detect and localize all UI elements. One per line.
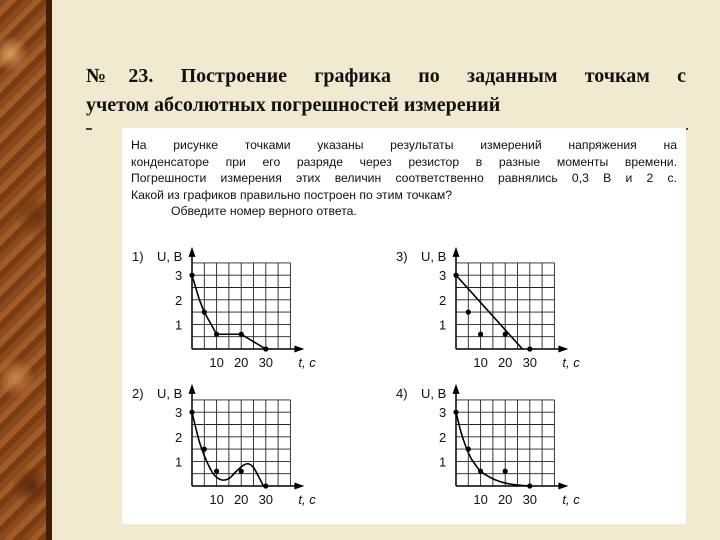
task-card — [122, 128, 686, 524]
x-axis-arrow — [294, 483, 304, 490]
data-point — [527, 483, 532, 488]
graph-2 — [132, 384, 316, 507]
x-axis-label: t, с — [298, 355, 316, 370]
x-axis-arrow — [294, 346, 304, 353]
data-point — [214, 469, 219, 474]
x-tick-label: 10 — [473, 492, 488, 507]
answer-graphs — [122, 128, 686, 524]
y-axis-arrow — [189, 384, 196, 394]
y-tick-label: 1 — [439, 454, 447, 470]
x-tick-label: 10 — [473, 355, 488, 370]
x-tick-label: 30 — [258, 355, 274, 370]
y-tick-label: 3 — [439, 268, 447, 284]
y-tick-label: 2 — [175, 292, 183, 308]
y-axis-label: U, В — [157, 385, 183, 401]
x-tick-label: 30 — [522, 355, 538, 370]
x-tick-label: 30 — [258, 492, 274, 507]
graph-number: 4) — [396, 385, 408, 401]
slide-title-line-1: №23. Построение графика по заданным точкам с — [86, 65, 686, 87]
data-point — [453, 273, 458, 278]
task-line: Какой из графиков правильно построен по этим точкам? — [131, 187, 453, 202]
graph-4 — [396, 384, 580, 507]
graph-3 — [396, 247, 580, 370]
graph-number: 3) — [396, 248, 408, 264]
y-tick-label: 3 — [439, 405, 447, 421]
y-axis-arrow — [189, 247, 196, 257]
slide-title — [86, 62, 686, 120]
task-line: На рисунке точками указаны результаты измерений напряжения на — [131, 138, 677, 152]
data-point — [503, 332, 508, 337]
task-line: Погрешности измерения этих величин соответственно равнялись 0,3 В и 2 с. — [131, 171, 677, 185]
graph-number: 1) — [132, 248, 144, 264]
task-line: конденсаторе при его разряде через резистор в разные моменты времени. — [131, 154, 677, 169]
data-point — [202, 447, 207, 452]
y-axis-arrow — [453, 384, 460, 394]
y-axis-label: U, В — [421, 248, 447, 264]
data-point — [189, 410, 194, 415]
y-tick-label: 3 — [175, 268, 183, 284]
x-axis-arrow — [558, 483, 568, 490]
slide-title-line-2: учетом абсолютных погрешностей измерений — [86, 94, 501, 116]
data-point — [527, 346, 532, 351]
x-tick-label: 20 — [233, 492, 249, 507]
y-tick-label: 2 — [439, 292, 447, 308]
data-point — [478, 332, 483, 337]
y-tick-label: 2 — [439, 429, 447, 445]
decorative-side-bar — [0, 0, 52, 540]
x-tick-label: 10 — [209, 492, 224, 507]
data-point — [202, 310, 207, 315]
x-axis-label: t, с — [562, 492, 580, 507]
graph-number: 2) — [132, 385, 144, 401]
data-point — [239, 469, 244, 474]
task-instruction: Обведите номер верного ответа. — [171, 204, 357, 218]
data-point — [453, 410, 458, 415]
data-point — [214, 332, 219, 337]
x-tick-label: 10 — [209, 355, 224, 370]
y-axis-label: U, В — [157, 248, 183, 264]
x-tick-label: 20 — [497, 355, 513, 370]
x-tick-label: 20 — [233, 355, 249, 370]
data-point — [263, 346, 268, 351]
data-point — [263, 483, 268, 488]
data-point — [466, 310, 471, 315]
data-point — [478, 469, 483, 474]
graph-1 — [132, 247, 316, 370]
x-axis-label: t, с — [562, 355, 580, 370]
x-axis-arrow — [558, 346, 568, 353]
data-point — [466, 447, 471, 452]
data-point — [239, 332, 244, 337]
y-tick-label: 1 — [175, 454, 183, 470]
x-tick-label: 30 — [522, 492, 538, 507]
y-axis-arrow — [453, 247, 460, 257]
y-tick-label: 1 — [175, 317, 183, 333]
data-point — [503, 469, 508, 474]
x-tick-label: 20 — [497, 492, 513, 507]
y-tick-label: 1 — [439, 317, 447, 333]
data-point — [189, 273, 194, 278]
y-axis-label: U, В — [421, 385, 447, 401]
y-tick-label: 3 — [175, 405, 183, 421]
x-axis-label: t, с — [298, 492, 316, 507]
y-tick-label: 2 — [175, 429, 183, 445]
